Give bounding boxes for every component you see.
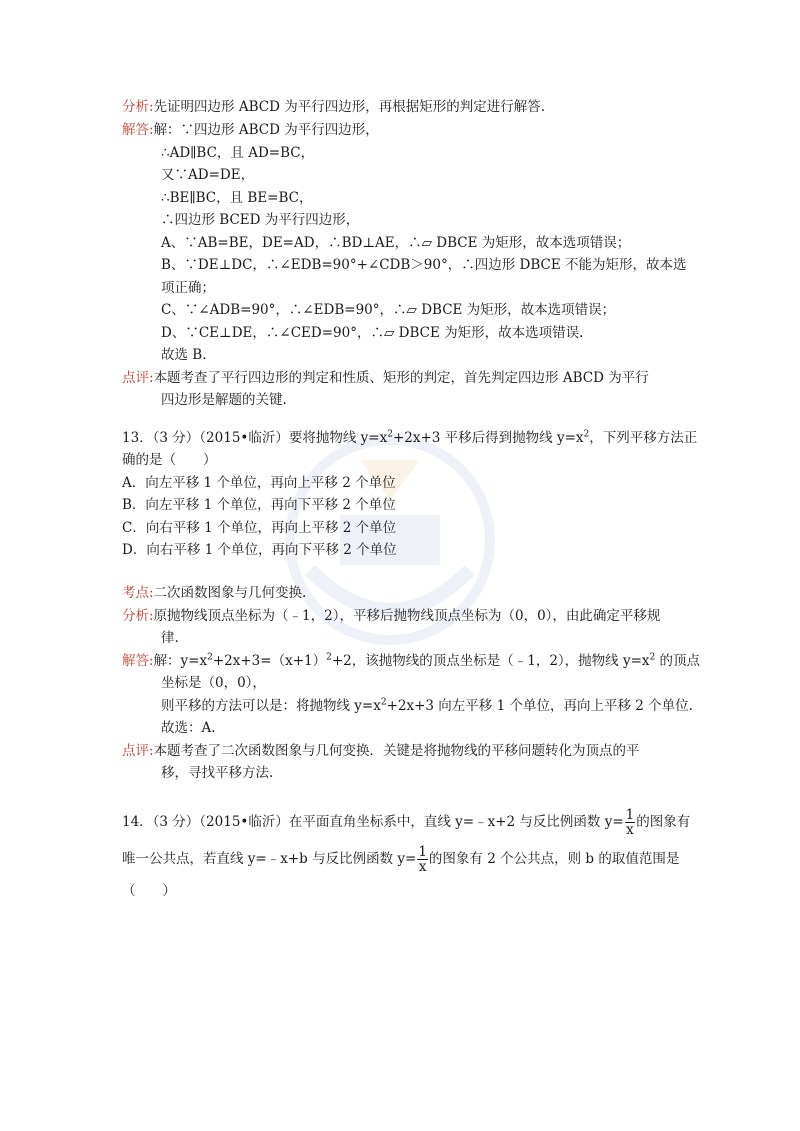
q13-option-d: D．向右平移 1 个单位，再向下平移 2 个单位	[122, 542, 397, 558]
answer-label: 解答:	[122, 653, 154, 669]
q13-analysis-line-1: 律.	[161, 630, 179, 646]
q14-stem-line-3: （ ）	[122, 883, 176, 899]
q12-answer-line-3: ∴BE∥BC，且 BE=BC，	[161, 190, 313, 206]
q12-answer-line-6: B、∵DE⊥DC，∴∠EDB=90°+∠CDB＞90°，∴四边形 DBCE 不能为矩形，故本选	[161, 257, 687, 273]
fraction-one-over-x: $\frac{1}{x}$	[625, 807, 635, 838]
q13-answer-line-3: 则平移的方法可以是：将抛物线 $y=x^2+2x+3$ 向左平移 1 个单位，再向上平移 2 个单位.	[161, 697, 693, 714]
comment-label: 点评:	[122, 743, 154, 759]
q13-answer-line-2: 坐标是（0，0），	[161, 675, 266, 691]
q12-analysis	[122, 97, 545, 117]
q13-stem-line-1: 13．（3 分）（2015•临沂）要将抛物线 $y=x^2+2x+3$ 平移后得到抛物线 $y=x^2$，下列平移方法正	[122, 429, 698, 446]
q13-point: 考点:二次函数图象与几何变换.	[122, 585, 307, 601]
q12-answer-line-8: C、∵∠ADB=90°，∴∠EDB=90°，∴▱ DBCE 为矩形，故本选项错误；	[161, 302, 616, 318]
comment-label: 点评:	[122, 370, 154, 386]
q12-comment-line-1: 四边形是解题的关键.	[161, 392, 287, 408]
q12-comment-line-0: 点评:本题考查了平行四边形的判定和性质、矩形的判定，首先判定四边形 ABCD 为平行	[122, 370, 649, 386]
q12-answer-line-5: A、∵AB=BE，DE=AD，∴BD⊥AE，∴▱ DBCE 为矩形，故本选项错误；	[161, 235, 631, 251]
q12-answer-line-4: ∴四边形 BCED 为平行四边形，	[161, 212, 360, 228]
q13-comment-line-1: 移，寻找平移方法.	[161, 765, 274, 781]
q13-option-c: C．向右平移 1 个单位，再向上平移 2 个单位	[122, 520, 397, 536]
q14-stem-line-2: 唯一公共点，若直线 y=﹣x+b 与反比例函数 y= $\frac{1}{x}$ 的图象有 2 个公共点，则 b 的取值范围是	[122, 844, 680, 875]
q13-analysis-line-0: 分析:原抛物线顶点坐标为（﹣1，2），平移后抛物线顶点坐标为（0，0），由此确定平移规	[122, 608, 661, 624]
q13-answer-line-1: 解答:解：$y=x^2+2x+3=(x+1)^2+2$，该抛物线的顶点坐标是（﹣1，2），抛物线 $y=x^2$ 的顶点	[122, 652, 701, 669]
q12-answer-line-7: 项正确；	[161, 280, 215, 296]
answer-label: 解答:	[122, 122, 154, 138]
point-label: 考点:	[122, 585, 154, 601]
q13-stem-line-2: 确的是（ ）	[122, 452, 217, 468]
q12-answer-line-10: 故选 B.	[161, 347, 207, 363]
q13-answer-line-4: 故选：A.	[161, 720, 216, 736]
q12-analysis-text: 先证明四边形 ABCD 为平行四边形，再根据矩形的判定进行解答.	[153, 99, 546, 115]
q13-option-b: B．向左平移 1 个单位，再向下平移 2 个单位	[122, 497, 396, 513]
q12-answer-line-9: D、∵CE⊥DE，∴∠CED=90°，∴▱ DBCE 为矩形，故本选项错误.	[161, 325, 584, 341]
analysis-label: 分析:	[122, 99, 154, 115]
q14-stem-line-1: 14．（3 分）（2015•临沂）在平面直角坐标系中，直线 y=﹣x+2 与反比例函数 y= $\frac{1}{x}$ 的图象有	[122, 807, 691, 838]
fraction-one-over-x: $\frac{1}{x}$	[418, 844, 427, 875]
q13-comment-line-0: 点评:本题考查了二次函数图象与几何变换．关键是将抛物线的平移问题转化为顶点的平	[122, 743, 640, 759]
q12-answer-line-2: 又∵AD=DE，	[161, 167, 255, 183]
q12-answer-line-1: ∴AD∥BC，且 AD=BC，	[161, 145, 315, 161]
q12-answer-line-0: 解答:解：∵四边形 ABCD 为平行四边形，	[122, 122, 379, 138]
q13-option-a: A．向左平移 1 个单位，再向上平移 2 个单位	[122, 475, 396, 491]
analysis-label: 分析:	[122, 608, 154, 624]
